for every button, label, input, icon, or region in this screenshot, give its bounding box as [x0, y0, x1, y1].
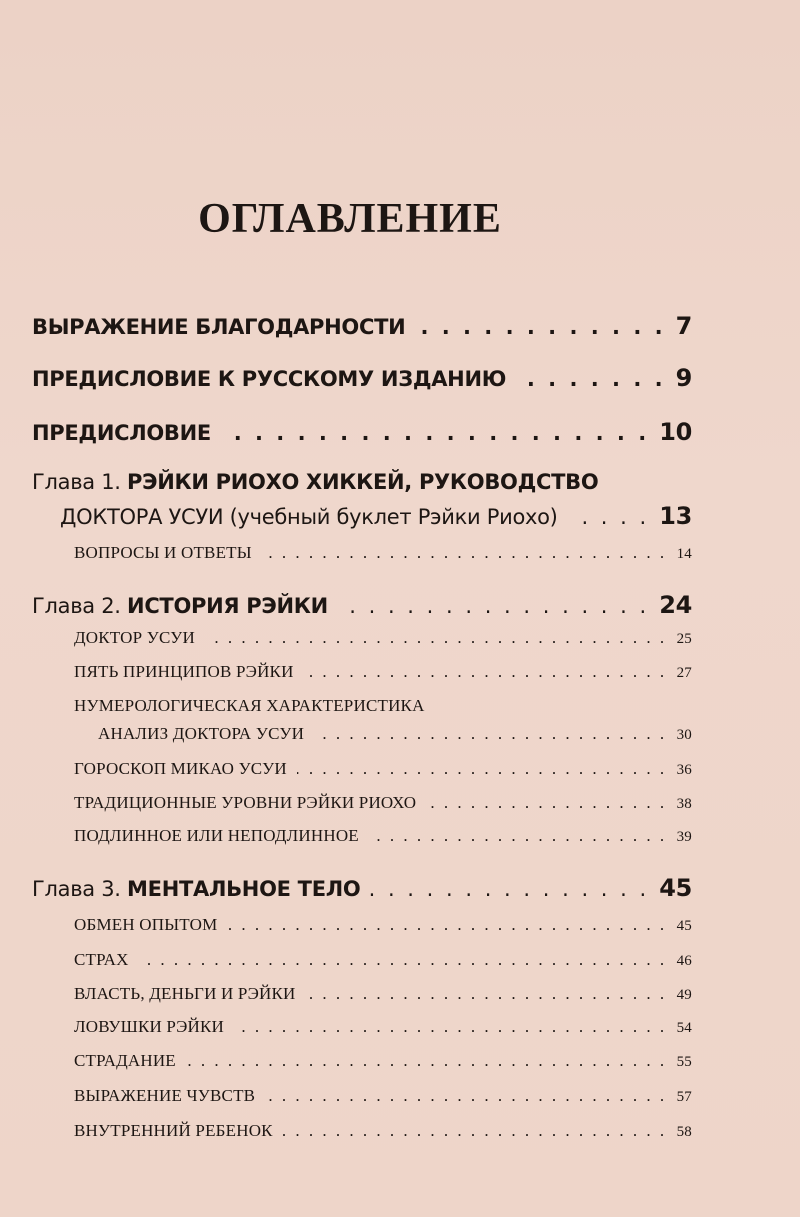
chapter-heading-text	[32, 594, 328, 618]
toc-subentry-page: 27	[676, 665, 692, 681]
toc-subentry[interactable]	[74, 628, 692, 648]
toc-subentry-page: 49	[676, 987, 692, 1003]
toc-subentry[interactable]	[74, 543, 692, 563]
dot-leader	[314, 724, 666, 744]
dot-leader	[426, 793, 666, 813]
dot-leader	[338, 594, 649, 618]
dot-leader	[415, 315, 665, 339]
dot-leader	[186, 1051, 667, 1071]
toc-subentry-label: ОБМЕН ОПЫТОМ	[74, 915, 218, 934]
toc-subentry-page: 58	[676, 1124, 692, 1140]
toc-subentry-page: 57	[676, 1089, 692, 1105]
page-title: ОГЛАВЛЕНИЕ	[198, 196, 502, 242]
chapter-3-heading[interactable]	[32, 874, 692, 902]
dot-leader	[234, 1017, 667, 1037]
chapter-page: 13	[659, 502, 692, 530]
toc-entry-page: 10	[659, 418, 692, 446]
chapter-title: МЕНТАЛЬНОЕ ТЕЛО	[127, 877, 361, 901]
chapter-1-heading-line2[interactable]	[60, 502, 692, 530]
toc-subentry-label: ДОКТОР УСУИ	[74, 628, 196, 647]
toc-subentry-label: ЛОВУШКИ РЭЙКИ	[74, 1017, 224, 1036]
chapter-title: ИСТОРИЯ РЭЙКИ	[127, 594, 328, 618]
toc-subentry-page: 14	[676, 546, 692, 562]
dot-leader	[306, 984, 667, 1004]
toc-subentry[interactable]	[74, 793, 692, 813]
toc-subentry[interactable]	[74, 1051, 692, 1071]
toc-subentry-line1[interactable]: НУМЕРОЛОГИЧЕСКАЯ ХАРАКТЕРИСТИКА	[74, 696, 425, 715]
chapter-prefix: Глава 1.	[32, 470, 121, 494]
toc-subentry-page: 54	[676, 1020, 692, 1036]
dot-leader	[370, 877, 649, 901]
toc-subentry-label: ВОПРОСЫ И ОТВЕТЫ	[74, 543, 252, 562]
dot-leader	[516, 367, 666, 391]
toc-entry-label: ВЫРАЖЕНИЕ БЛАГОДАРНОСТИ	[32, 315, 406, 339]
chapter-title-line2: ДОКТОРА УСУИ (учебный буклет Рэйки Риохо)	[60, 505, 558, 529]
toc-subentry-page: 39	[676, 829, 692, 845]
toc-subentry-page: 45	[676, 918, 692, 934]
toc-subentry-label: ПЯТЬ ПРИНЦИПОВ РЭЙКИ	[74, 662, 294, 681]
chapter-prefix: Глава 2.	[32, 594, 121, 618]
dot-leader	[297, 759, 667, 779]
dot-leader	[262, 543, 667, 563]
toc-subentry-page: 38	[676, 796, 692, 812]
toc-entry-preface[interactable]	[32, 418, 692, 446]
toc-subentry-page: 25	[676, 631, 692, 647]
toc-subentry[interactable]	[74, 1121, 692, 1141]
chapter-1-heading-line1[interactable]	[32, 470, 598, 494]
dot-leader	[205, 628, 667, 648]
toc-subentry-page: 36	[676, 762, 692, 778]
chapter-title-line1: РЭЙКИ РИОХО ХИККЕЙ, РУКОВОДСТВО	[127, 470, 599, 494]
chapter-2-heading[interactable]	[32, 591, 692, 619]
dot-leader	[265, 1086, 666, 1106]
chapter-heading-text	[32, 877, 360, 901]
toc-subentry-page: 55	[676, 1054, 692, 1070]
toc-subentry-label: ВЫРАЖЕНИЕ ЧУВСТВ	[74, 1086, 256, 1105]
toc-subentry[interactable]	[74, 826, 692, 846]
toc-subentry[interactable]	[74, 950, 692, 970]
toc-entry-page: 9	[675, 364, 692, 392]
toc-subentry[interactable]	[74, 1017, 692, 1037]
toc-entry-label: ПРЕДИСЛОВИЕ	[32, 421, 211, 445]
dot-leader	[283, 1121, 667, 1141]
toc-entry-page: 7	[675, 312, 692, 340]
chapter-prefix: Глава 3.	[32, 877, 121, 901]
toc-subentry[interactable]	[74, 984, 692, 1004]
dot-leader	[568, 505, 650, 529]
dot-leader	[227, 915, 666, 935]
dot-leader	[304, 662, 667, 682]
toc-subentry[interactable]	[74, 759, 692, 779]
toc-subentry-label: ТРАДИЦИОННЫЕ УРОВНИ РЭЙКИ РИОХО	[74, 793, 417, 812]
toc-entry-preface-ru[interactable]	[32, 364, 692, 392]
toc-subentry-label: ПОДЛИННОЕ ИЛИ НЕПОДЛИННОЕ	[74, 826, 359, 845]
toc-subentry-label: СТРАДАНИЕ	[74, 1051, 176, 1070]
toc-subentry-label: СТРАХ	[74, 950, 129, 969]
toc-subentry[interactable]	[74, 1086, 692, 1106]
toc-subentry-label: ГОРОСКОП МИКАО УСУИ	[74, 759, 287, 778]
toc-subentry-label: АНАЛИЗ ДОКТОРА УСУИ	[98, 724, 305, 743]
dot-leader	[369, 826, 667, 846]
toc-entry-gratitude[interactable]	[32, 312, 692, 340]
toc-subentry[interactable]	[74, 915, 692, 935]
dot-leader	[221, 421, 649, 445]
toc-subentry[interactable]	[98, 724, 692, 744]
dot-leader	[139, 950, 667, 970]
toc-subentry[interactable]	[74, 662, 692, 682]
toc-subentry-label: ВНУТРЕННИЙ РЕБЕНОК	[74, 1121, 273, 1140]
toc-subentry-page: 30	[676, 727, 692, 743]
toc-entry-label: ПРЕДИСЛОВИЕ К РУССКОМУ ИЗДАНИЮ	[32, 367, 507, 391]
toc-subentry-page: 46	[676, 953, 692, 969]
chapter-page: 24	[659, 591, 692, 619]
toc-subentry-label: ВЛАСТЬ, ДЕНЬГИ И РЭЙКИ	[74, 984, 296, 1003]
chapter-page: 45	[659, 874, 692, 902]
